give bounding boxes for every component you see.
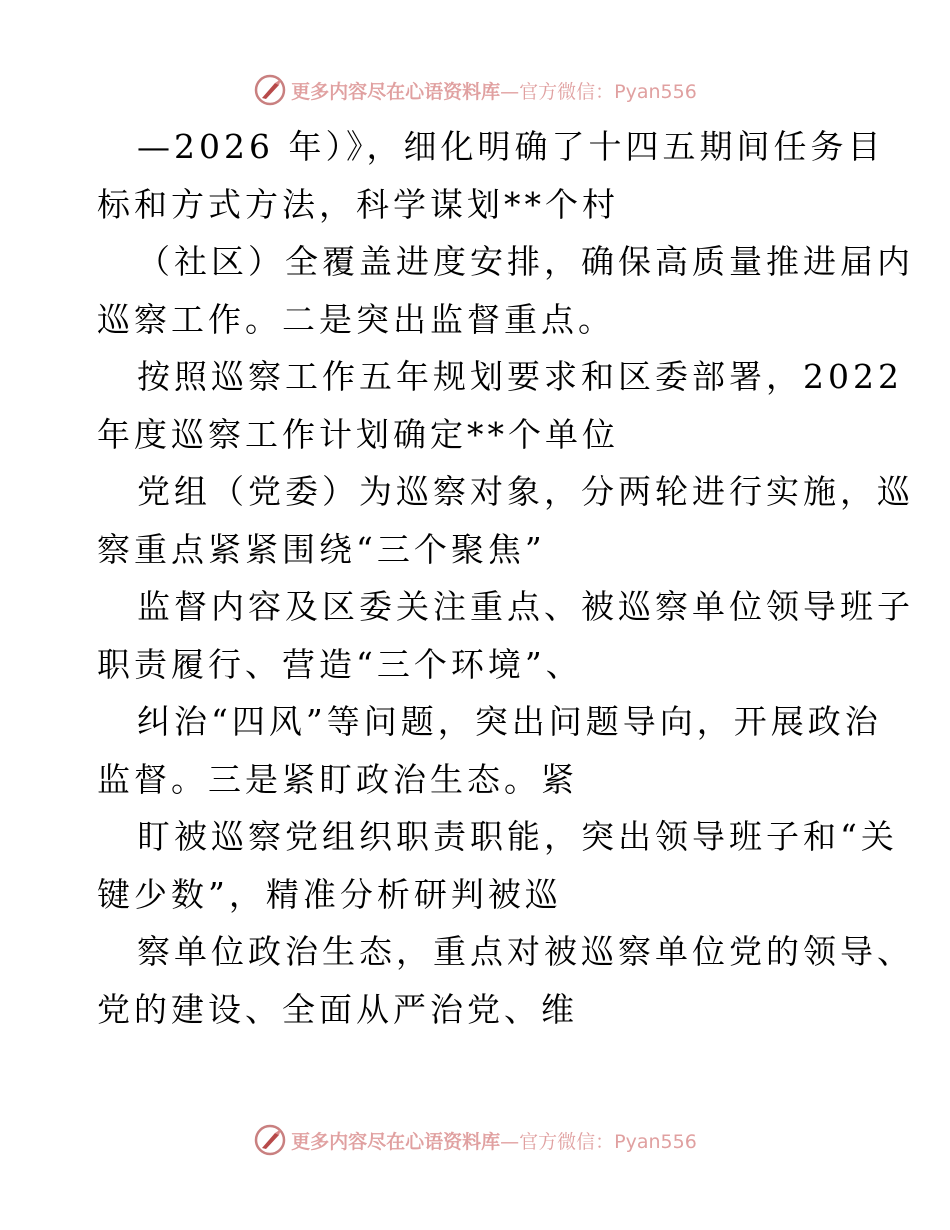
body-line: 巡察工作。二是突出监督重点。 [97,299,615,339]
body-line: 标和方式方法，科学谋划**个村 [97,184,619,224]
quill-logo-icon [253,1123,287,1157]
body-line: 党组（党委）为巡察对象，分两轮进行实施，巡 [137,472,914,511]
body-line: 察单位政治生态，重点对被巡察单位党的领导、 [137,932,914,971]
body-line: 监督内容及区委关注重点、被巡察单位领导班子 [137,587,914,626]
body-line: 按照巡察工作五年规划要求和区委部署，2022 [137,357,903,396]
body-line: 纠治“四风”等问题，突出问题导向，开展政治 [137,702,882,741]
body-line: 党的建设、全面从严治党、维 [97,989,578,1029]
watermark-main-text: 更多内容尽在心语资料库 [291,1130,501,1153]
watermark-main-text: 更多内容尽在心语资料库 [291,80,501,103]
watermark-sub-text: —官方微信：Pyan556 [500,80,697,103]
body-line: 年度巡察工作计划确定**个单位 [97,414,619,454]
body-line: 察重点紧紧围绕“三个聚焦” [97,529,546,569]
body-line: 职责履行、营造“三个环境”、 [97,644,583,684]
header-watermark [0,70,950,110]
body-line: （社区）全覆盖进度安排，确保高质量推进届内 [137,242,914,281]
body-line: 盯被巡察党组织职责职能，突出领导班子和“关 [137,817,898,856]
footer-watermark [0,1120,950,1160]
body-line: —2026 年）》，细化明确了十四五期间任务目 [137,127,885,166]
document-body [97,118,914,1038]
body-line: 键少数”，精准分析研判被巡 [97,874,562,914]
quill-logo-icon [253,73,287,107]
body-line: 监督。三是紧盯政治生态。紧 [97,759,578,799]
watermark-sub-text: —官方微信：Pyan556 [500,1130,697,1153]
